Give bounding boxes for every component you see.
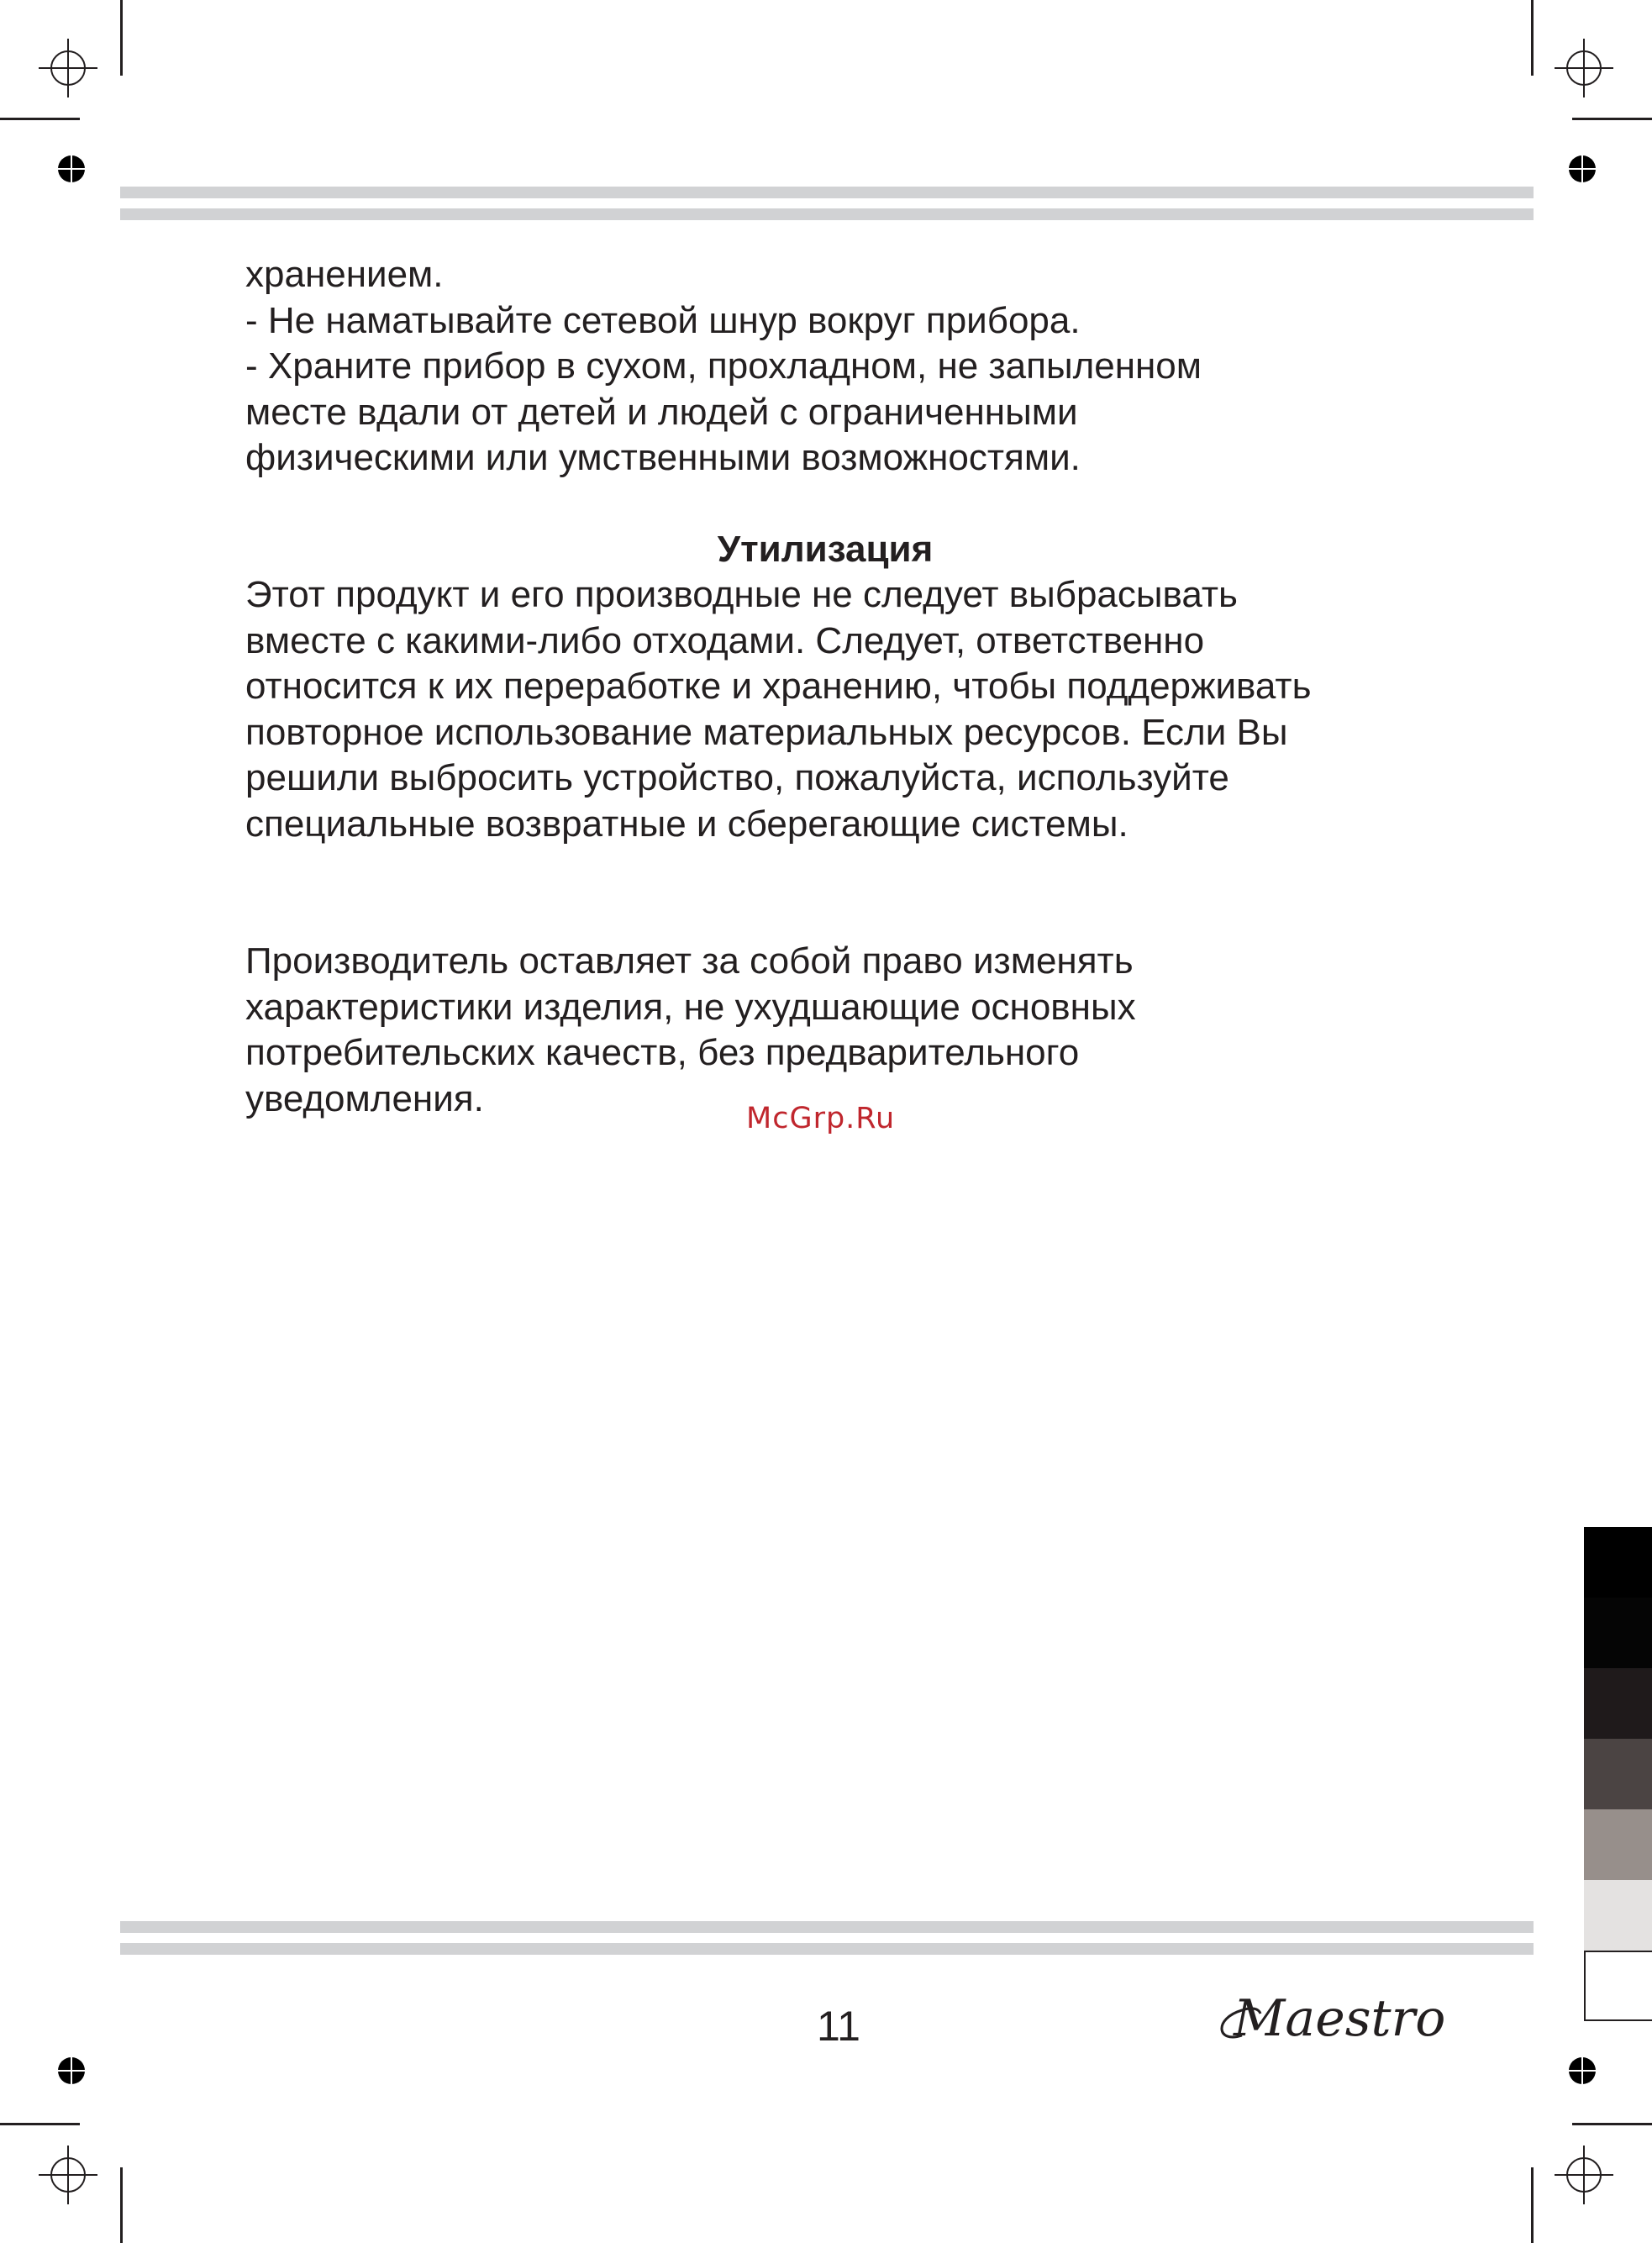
crop-mark xyxy=(1531,0,1534,76)
color-swatch xyxy=(1584,1598,1652,1668)
watermark-text: McGrp.Ru xyxy=(746,1102,896,1135)
registration-mark-icon xyxy=(1555,2146,1613,2204)
svg-text:Maestro: Maestro xyxy=(1234,1989,1446,2048)
registration-mark-icon xyxy=(39,2146,97,2204)
registration-dot-icon xyxy=(1568,2056,1597,2085)
spacer xyxy=(245,482,1439,527)
brand-logo xyxy=(1208,1977,1446,2061)
page-number: 11 xyxy=(817,2003,860,2050)
footer-rule xyxy=(120,1943,1534,1955)
page-content xyxy=(245,252,1439,1122)
color-swatch xyxy=(1584,1739,1652,1809)
color-swatch xyxy=(1584,1951,1652,2021)
footer-rule xyxy=(120,1921,1534,1933)
disposal-paragraph: Этот продукт и его производные не следует выбрасывать вместе с какими-либо отходами. Следует, ответственно относится к их переработке и хранению, чтобы поддерживать повторное использование материальных ресурсов. Если Вы решили выбросить устройство, пожалуйста, используйте специальные возвратные и сберегающие системы. xyxy=(245,574,1312,845)
manufacturer-notice: Производитель оставляет за собой право изменять характеристики изделия, не ухудшающие основных потребительских качеств, без предварительного уведомления. xyxy=(245,940,1136,1119)
header-rule xyxy=(120,208,1534,220)
color-swatch xyxy=(1584,1668,1652,1739)
registration-dot-icon xyxy=(1568,155,1597,183)
section-heading: Утилизация xyxy=(717,528,934,570)
header-rule xyxy=(120,187,1534,198)
crop-mark xyxy=(0,2123,80,2125)
registration-mark-icon xyxy=(1555,39,1613,97)
crop-mark xyxy=(1572,118,1652,120)
crop-mark xyxy=(120,2167,123,2243)
crop-mark xyxy=(1572,2123,1652,2125)
crop-mark xyxy=(120,0,123,76)
registration-dot-icon xyxy=(57,2056,86,2085)
crop-mark xyxy=(1531,2167,1534,2243)
registration-mark-icon xyxy=(39,39,97,97)
continuation-text: хранением. - Не наматывайте сетевой шнур вокруг прибора. - Храните прибор в сухом, прохладном, не запыленном месте вдали от детей и людей с ограниченными физическими или умственными возможностями. xyxy=(245,254,1202,478)
registration-dot-icon xyxy=(57,155,86,183)
color-swatch xyxy=(1584,1809,1652,1880)
crop-mark xyxy=(0,118,80,120)
color-swatch xyxy=(1584,1527,1652,1598)
spacer xyxy=(245,847,1439,939)
color-swatch xyxy=(1584,1880,1652,1951)
